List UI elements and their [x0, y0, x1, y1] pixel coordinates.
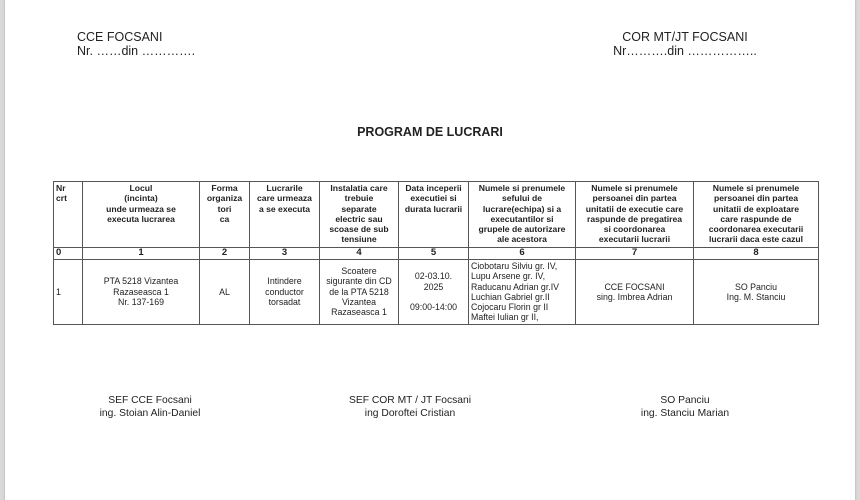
column-header: Lucrarile care urmeaza a se executa [250, 182, 320, 248]
column-header: Numele si prenumele sefului de lucrare(echipa) si a executantilor si grupele de autorizare ale acestora [469, 182, 576, 248]
column-number: 6 [469, 248, 576, 260]
column-header: Locul (incinta) unde urmeaza se executa lucrarea [83, 182, 200, 248]
cell-date-duration: 02-03.10. 2025 09:00-14:00 [399, 260, 469, 325]
cell-nr-crt: 1 [54, 260, 83, 325]
column-number: 2 [200, 248, 250, 260]
cell-organization-form: AL [200, 260, 250, 325]
signature-role: SEF CCE Focsani [108, 395, 192, 406]
cell-team: Ciobotaru Silviu gr. IV, Lupu Arsene gr. IV, Raducanu Adrian gr.IV Luchian Gabriel gr.II Cojocaru Florin gr II Maftei Iulian gr II, [469, 260, 576, 325]
cell-location: PTA 5218 Vizantea Razaseasca 1 Nr. 137-169 [83, 260, 200, 325]
signature-block [605, 394, 765, 420]
column-number: 0 [54, 248, 83, 260]
column-number-row [54, 248, 819, 260]
document-title: PROGRAM DE LUCRARI [357, 125, 503, 139]
cell-operation-responsible: SO Panciu Ing. M. Stanciu [694, 260, 819, 325]
signature-role: SO Panciu [660, 395, 710, 406]
signature-name: ing. Stoian Alin-Daniel [99, 408, 201, 419]
column-header: Nr crt [54, 182, 83, 248]
signature-block [65, 394, 235, 420]
header-right [605, 30, 765, 58]
header-left-org: CCE FOCSANI [77, 30, 163, 44]
work-program-table [53, 181, 819, 325]
column-number: 5 [399, 248, 469, 260]
signature-name: ing. Stanciu Marian [640, 408, 730, 419]
signature-block [310, 394, 510, 420]
cell-installation: Scoatere sigurante din CD de la PTA 5218 Vizantea Razaseasca 1 [320, 260, 399, 325]
column-header: Instalatia care trebuie separate electric sau scoase de sub tensiune [320, 182, 399, 248]
cell-execution-responsible: CCE FOCSANI sing. Imbrea Adrian [576, 260, 694, 325]
column-header: Numele si prenumele persoanei din partea unitatii de executie care raspunde de pregatirea si coordonarea executarii lucrarii [576, 182, 694, 248]
header-left [77, 30, 195, 58]
column-header: Numele si prenumele persoanei din partea unitatii de exploatare care raspunde de coordonarea executarii lucrarii daca este cazul [694, 182, 819, 248]
column-header: Forma organiza tori ca [200, 182, 250, 248]
header-right-org: COR MT/JT FOCSANI [622, 30, 748, 44]
column-number: 3 [250, 248, 320, 260]
signature-role: SEF COR MT / JT Focsani [348, 395, 472, 406]
column-header: Data inceperii executiei si durata lucrarii [399, 182, 469, 248]
header-right-ref: Nr……….din …………….. [613, 44, 757, 58]
column-number: 1 [83, 248, 200, 260]
table-header-row [54, 182, 819, 248]
cell-works: Intindere conductor torsadat [250, 260, 320, 325]
table-row [54, 260, 819, 325]
column-number: 8 [694, 248, 819, 260]
column-number: 7 [576, 248, 694, 260]
header-left-ref: Nr. ……din …………. [77, 44, 196, 58]
signature-name: ing Doroftei Cristian [364, 408, 456, 419]
column-number: 4 [320, 248, 399, 260]
document-page [5, 0, 855, 500]
